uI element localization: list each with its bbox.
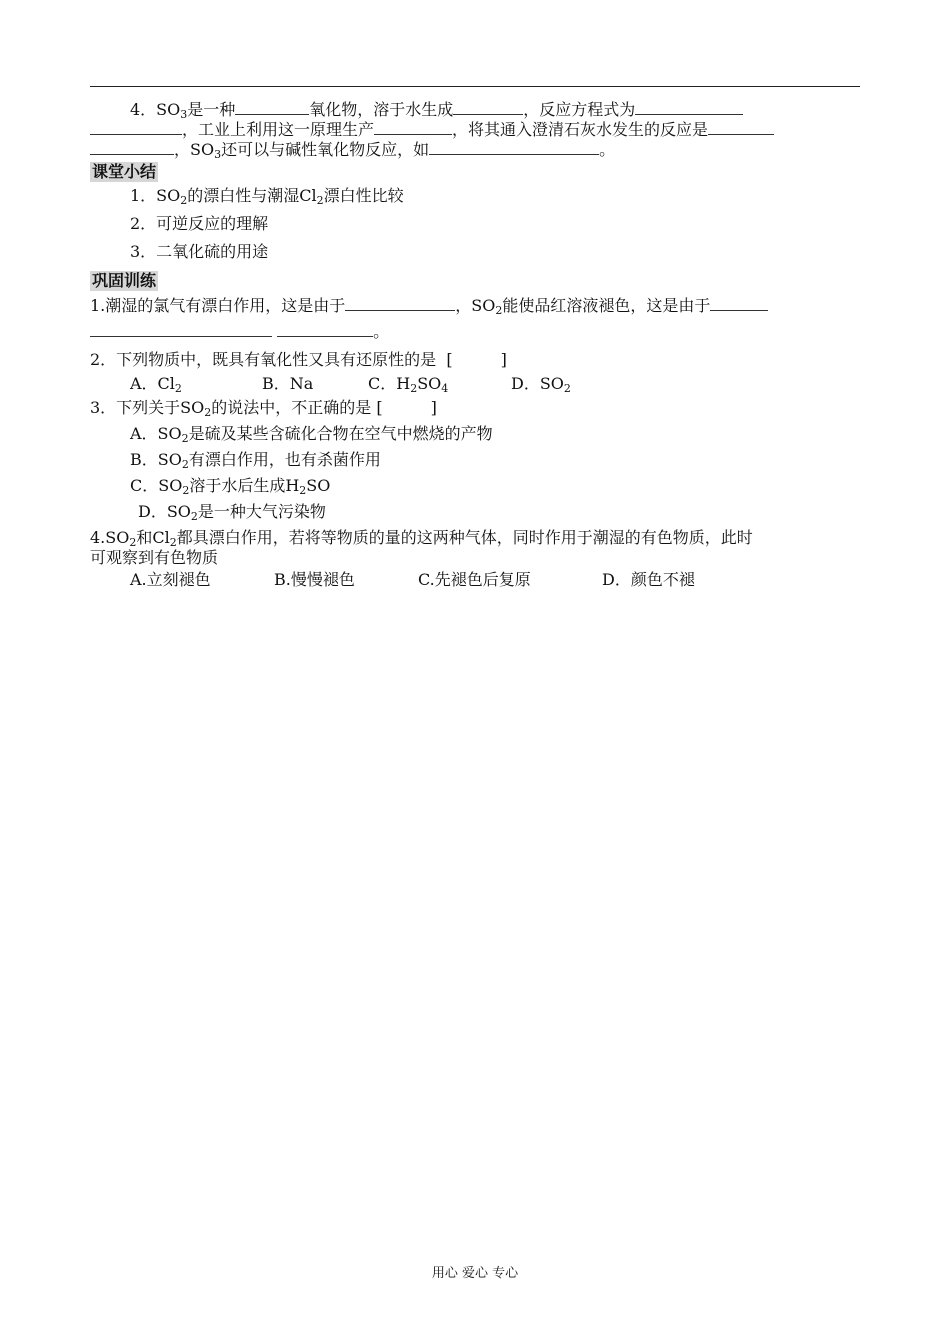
practice-q4-option-d[interactable]: D．颜色不褪 [602, 570, 695, 589]
answer-blank[interactable] [90, 140, 174, 155]
answer-bracket[interactable]: [ ] [376, 398, 437, 417]
practice-q4-option-b[interactable]: B.慢慢褪色 [274, 570, 355, 589]
practice-q3-option-b[interactable]: B．$SO_2$有漂白作用，也有杀菌作用 [130, 450, 381, 471]
practice-q1-line-2: 。 [90, 322, 389, 342]
practice-q3-option-c[interactable]: C．$SO_2$溶于水后生成$H_2SO$ [130, 476, 331, 497]
summary-item-2: 2．可逆反应的理解 [130, 214, 269, 233]
answer-blank[interactable] [374, 120, 452, 135]
practice-q2-option-c[interactable]: C．$H_2SO_4$ [368, 374, 449, 395]
answer-blank[interactable] [90, 322, 272, 337]
practice-q2-stem: 2．下列物质中，既具有氧化性又具有还原性的是 [ ] [90, 350, 507, 369]
answer-blank[interactable] [710, 296, 768, 311]
header-rule [90, 86, 860, 87]
answer-blank[interactable] [345, 296, 455, 311]
answer-blank[interactable] [90, 120, 182, 135]
practice-q3-option-d[interactable]: D．$SO_2$是一种大气污染物 [138, 502, 326, 523]
summary-item-3: 3．二氧化硫的用途 [130, 242, 269, 261]
section-heading-practice: 巩固训练 [92, 271, 157, 290]
answer-blank[interactable] [277, 322, 373, 337]
practice-q3-option-a[interactable]: A．$SO_2$是硫及某些含硫化合物在空气中燃烧的产物 [130, 424, 493, 445]
so3-question-line-2: ，工业上利用这一原理生产 ，将其通入澄清石灰水发生的反应是 [90, 120, 774, 140]
so3-question-line-3: ，$SO_3$还可以与碱性氧化物反应，如 。 [90, 140, 615, 165]
practice-q2-option-a[interactable]: A．$Cl_2$ [130, 374, 182, 395]
practice-q3-stem: 3．下列关于$SO_2$的说法中，不正确的是 [ ] [90, 398, 437, 419]
answer-blank[interactable] [708, 120, 774, 135]
practice-q4-option-a[interactable]: A.立刻褪色 [130, 570, 211, 589]
practice-q1-line-1: 1.潮湿的氯气有漂白作用，这是由于 ，$SO_2$能使品红溶液褪色，这是由于 [90, 296, 768, 321]
answer-bracket[interactable]: [ ] [446, 350, 507, 369]
practice-q4-option-c[interactable]: C.先褪色后复原 [418, 570, 531, 589]
summary-item-1: 1．$SO_2$的漂白性与潮湿$Cl_2$漂白性比较 [130, 186, 404, 207]
page-footer: 用心 爱心 专心 [431, 1266, 519, 1281]
practice-q2-option-b[interactable]: B．Na [262, 374, 314, 393]
answer-blank[interactable] [429, 140, 599, 155]
answer-blank[interactable] [453, 100, 523, 115]
section-heading-summary: 课堂小结 [92, 162, 157, 181]
practice-q4-line-2: 可观察到有色物质 [90, 548, 219, 567]
practice-q2-option-d[interactable]: D．$SO_2$ [511, 374, 571, 395]
practice-q4-line-1: $4.SO_2$和$Cl_2$都具漂白作用，若将等物质的量的这两种气体，同时作用于潮湿的有色物质，此时 [90, 528, 753, 549]
answer-blank[interactable] [235, 100, 309, 115]
answer-blank[interactable] [635, 100, 743, 115]
so3-question-line-1: 4．$SO_3$是一种 氧化物，溶于水生成 ，反应方程式为 [130, 100, 743, 125]
